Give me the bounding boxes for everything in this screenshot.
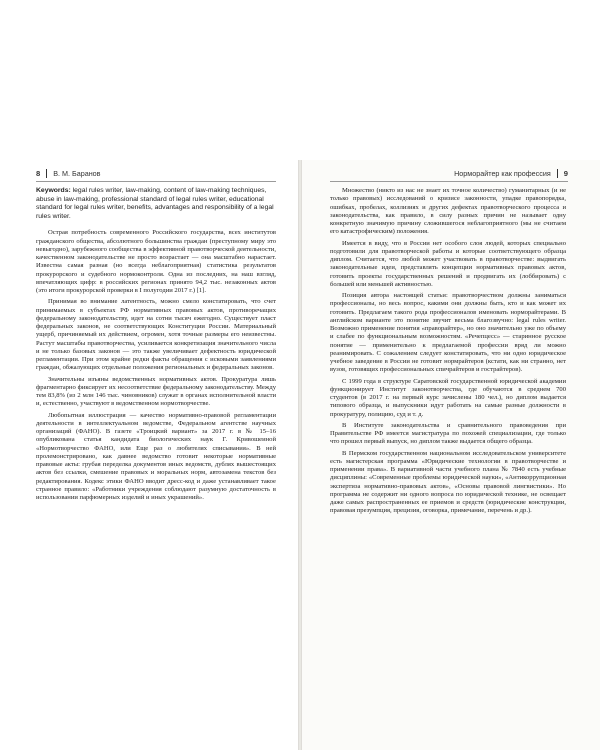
left-page-number: 8 xyxy=(36,168,41,178)
body-paragraph: Острая потребность современного Российского государства, всех институтов гражданского общества, абсолютного большинства граждан (преступному миру это невыгодно), зарубежного сообщества в эффективной правотворческой деятельности, качественном законодательстве не просто возрастает — она масштабно нарастает. Известна самая разная (но всегда неблагоприятная) статистика результатов прокурорского и судебного нормоконтроля. Одна из последних, на наш взгляд, впечатляющих цифр: в российских регионах принято 94,2 тыс. незаконных актов (это итоги прокурорской проверки в I полугодии 2017 г.) [1]. xyxy=(36,229,276,295)
left-header-rule xyxy=(36,181,276,182)
keywords-text: legal rules writer, law-making, content of law-making techniques, abuse in law-making, professional standard of legal rules writer, educational standard for legal rules writer, benefits, advantages and responsibility of a legal rules writer. xyxy=(36,187,274,220)
body-paragraph: Имеется в виду, что в России нет особого слоя людей, которых специально подготовили для правотворческой работы и которые соответствующего образца диплом. Считается, что любой может участвовать в правотворчестве: выдвигать законодательные идеи, представлять концепции нормативных правовых актов, готовить проекты государственных решений и продвигать их (лоббировать) с большей или меньшей активностью. xyxy=(330,239,566,288)
right-page-number: 9 xyxy=(563,168,568,178)
body-paragraph: С 1999 года в структуре Саратовской государственной юридической академии функционирует Институт законотворчества, где обучаются в среднем 700 студентов (в 2017 г. на первый курс зачислены 180 чел.), но диплом выдается типового образца, и выпускники идут работать на самые разные должности в прокуратуру, полицию, суд и т. д. xyxy=(330,377,566,418)
body-paragraph: В Институте законодательства и сравнительного правоведения при Правительстве РФ имеется магистратура по похожей специализации, где только что прошел первый выпуск, но диплом также выдается общего образца. xyxy=(330,421,566,446)
right-running-head xyxy=(330,166,568,180)
body-paragraph: Любопытная иллюстрация — качество нормативно-правовой регламентации деятельности в интеллектуальном ведомстве, Федеральном агентстве научных организаций (ФАНО). В газете «Троицкий вариант» за 2017 г. в № 15–16 опубликована статья кандидата биологических наук Г. Кривошеиной «Нормотворчество ФАНО, или Еще раз о любителях списывания». В ней пролемонстрировано, как давнее ведомство готовит некоторые нормативные правовые акты: грубая переделка документов иных ведомств, дублях вышестоящих актов без ссылки, смешение правовых и моральных норм, автозамена текстов без редактирования. Кодекс этики ФАНО вводит дресс-код и даже устанавливает такое странное правило: «Работники учреждения соблюдают разумную достаточность в использовании парфюмерных изделий и иных украшений». xyxy=(36,411,276,502)
keywords-paragraph xyxy=(36,187,276,221)
running-title: Норморайтер как профессия xyxy=(454,168,551,178)
body-paragraph: Позиция автора настоящей статьи: правотворчеством должны заниматься профессионалы, но весь вопрос, какими они должны быть, кто и как может их готовить. Предлагаем такого рода профессионалов именовать норморайтерами. В английском варианте это понятие звучит весьма благозвучно: legal rules writer. Возможно применение понятия «праворайтер», но оно значительно уже по объему и слабее по функциональным возможностям. «Речепцесс» — старинное русское понятие — применительно к предлагаемой профессии вряд ли можно реанимировать. С сожалением следует констатировать, что ни одно юридическое учебное заведение в России не готовит нормрайтеров (кстати, как ни странно, нет вузов, готовящих профессиональных спичрайтеров и гострайтеров). xyxy=(330,292,566,374)
author-name: В. М. Баранов xyxy=(53,168,101,178)
header-divider xyxy=(46,169,47,178)
keywords-label: Keywords: xyxy=(36,187,71,194)
body-paragraph: Множество (никто из нас не знает их точное количество) гуманитарных (и не только правовых) исследований о кризисе законности, упадке правопорядка, ошибках, пробелах, коллизиях и других дефектах правотворческого процесса и законодательства, как правило, в силу разных причин не называет одну конкретную значимую причину сложившегося неблагоприятного (мы не считаем его катастрофическим) положения. xyxy=(330,187,566,236)
right-header-rule xyxy=(330,181,568,182)
body-paragraph: В Пермском государственном национальном исследовательском университете есть магистерская программа «Юридические технологии в правотворчестве и применении права». В вариативной части учебного плана № 7840 есть учебные дисциплины: «Современные проблемы юридической науки», «Антикоррупционная экспертиза нормативно-правовых актов», «Основы правовой лингвистики». Но программа не содержит ни одного вопроса по юридической технике, не освещает даже самых распространенных ее приемов и средств (юридические конструкции, правовая презумпция, прецизия, оговорка, примечание, перечень и др.). xyxy=(330,449,566,515)
blank-area xyxy=(0,0,600,160)
body-paragraph: Принимая во внимание латентность, можно смело констатировать, что счет принимаемых в субъектах РФ нормативных правовых актов, противоречащих федеральному законодательству, идет на сотни тысяч ежегодно. Существует пласт федеральных законов, не соответствующих Конституции России. Материальный ущерб, причиняемый их действием, огромен, хотя точные размеры его неизвестны. Растут масштабы правотворчества, усиливается конкретизация значительного числа и не только базовых законов — это также увеличивает дефектность юридической регламентации. При этом крайне редки факты обращения с исковыми заявлениями граждан, обжалующих отдельные положения региональных и федеральных законов. xyxy=(36,298,276,372)
header-divider xyxy=(557,169,558,178)
left-running-head xyxy=(36,166,276,180)
body-paragraph: Значительны изъяны ведомственных нормативных актов. Прокуратура лишь фрагментарно фиксирует их несоответствие федеральному законодательству. Между тем 83,8% (из 2 млн 146 тыс. чиновников) служат в органах исполнительной власти и, естественно, участвуют в ведомственном нормотворчестве. xyxy=(36,375,276,408)
book-gutter xyxy=(298,160,302,750)
right-text-column xyxy=(330,187,566,516)
left-text-column xyxy=(36,187,276,502)
